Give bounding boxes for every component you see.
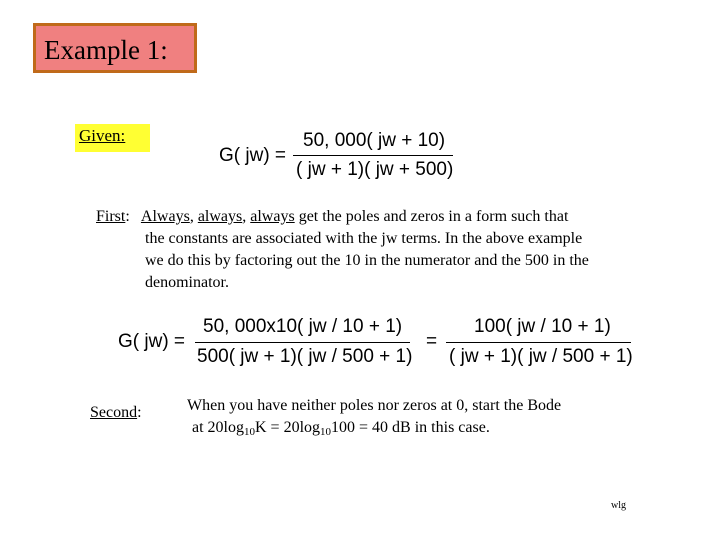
first-line-1-rest: get the poles and zeros in a form such that bbox=[294, 208, 569, 225]
log-base-1: 10 bbox=[244, 426, 255, 438]
second-line-2 bbox=[192, 417, 490, 439]
first-line-1 bbox=[96, 206, 568, 228]
always-word-3: always bbox=[250, 208, 295, 225]
title-box bbox=[33, 23, 197, 73]
second-label: Second bbox=[90, 404, 138, 421]
second-colon: : bbox=[137, 404, 142, 421]
second-line-2-c: 100 = 40 dB in this case. bbox=[331, 419, 490, 436]
eq2-fraction-bar-2 bbox=[446, 342, 631, 343]
log-base-2: 10 bbox=[320, 426, 332, 438]
second-line-2-a: at 20log bbox=[192, 419, 244, 436]
first-colon: : bbox=[125, 208, 130, 225]
given-denominator: ( jw + 1)( jw + 500) bbox=[296, 159, 454, 180]
eq2-numerator-1: 50, 000x10( jw / 10 + 1) bbox=[203, 316, 403, 337]
first-line-4: denominator. bbox=[145, 274, 229, 291]
eq2-fraction-bar-1 bbox=[195, 342, 410, 343]
given-numerator: 50, 000( jw + 10) bbox=[303, 130, 446, 151]
given-label: Given: bbox=[79, 126, 126, 145]
sep-1: , bbox=[189, 208, 198, 225]
given-label-box bbox=[75, 124, 150, 152]
eq2-denominator-2: ( jw + 1)( jw / 500 + 1) bbox=[449, 346, 633, 367]
always-word-2: always bbox=[197, 208, 243, 225]
always-word-1: Always bbox=[140, 208, 190, 225]
eq2-equals: = bbox=[426, 331, 438, 352]
eq2-denominator-1: 500( jw + 1)( jw / 500 + 1) bbox=[197, 346, 413, 367]
given-fraction-bar bbox=[293, 155, 453, 156]
first-line-3: we do this by factoring out the 10 in the numerator and the 500 in the bbox=[145, 252, 589, 269]
author-initials: wlg bbox=[611, 500, 626, 511]
sep-2: , bbox=[242, 208, 251, 225]
eq2-lhs: G( jw) = bbox=[118, 331, 186, 352]
second-label-wrap bbox=[90, 402, 142, 424]
given-equation-lhs: G( jw) = bbox=[219, 145, 287, 166]
second-line-1: When you have neither poles nor zeros at 0, start the Bode bbox=[187, 397, 562, 414]
eq2-numerator-2: 100( jw / 10 + 1) bbox=[474, 316, 611, 337]
first-label: First bbox=[96, 208, 126, 225]
second-line-2-b: K = 20log bbox=[255, 419, 321, 436]
slide-title: Example 1: bbox=[44, 35, 168, 65]
first-line-2: the constants are associated with the jw terms. In the above example bbox=[145, 230, 583, 247]
